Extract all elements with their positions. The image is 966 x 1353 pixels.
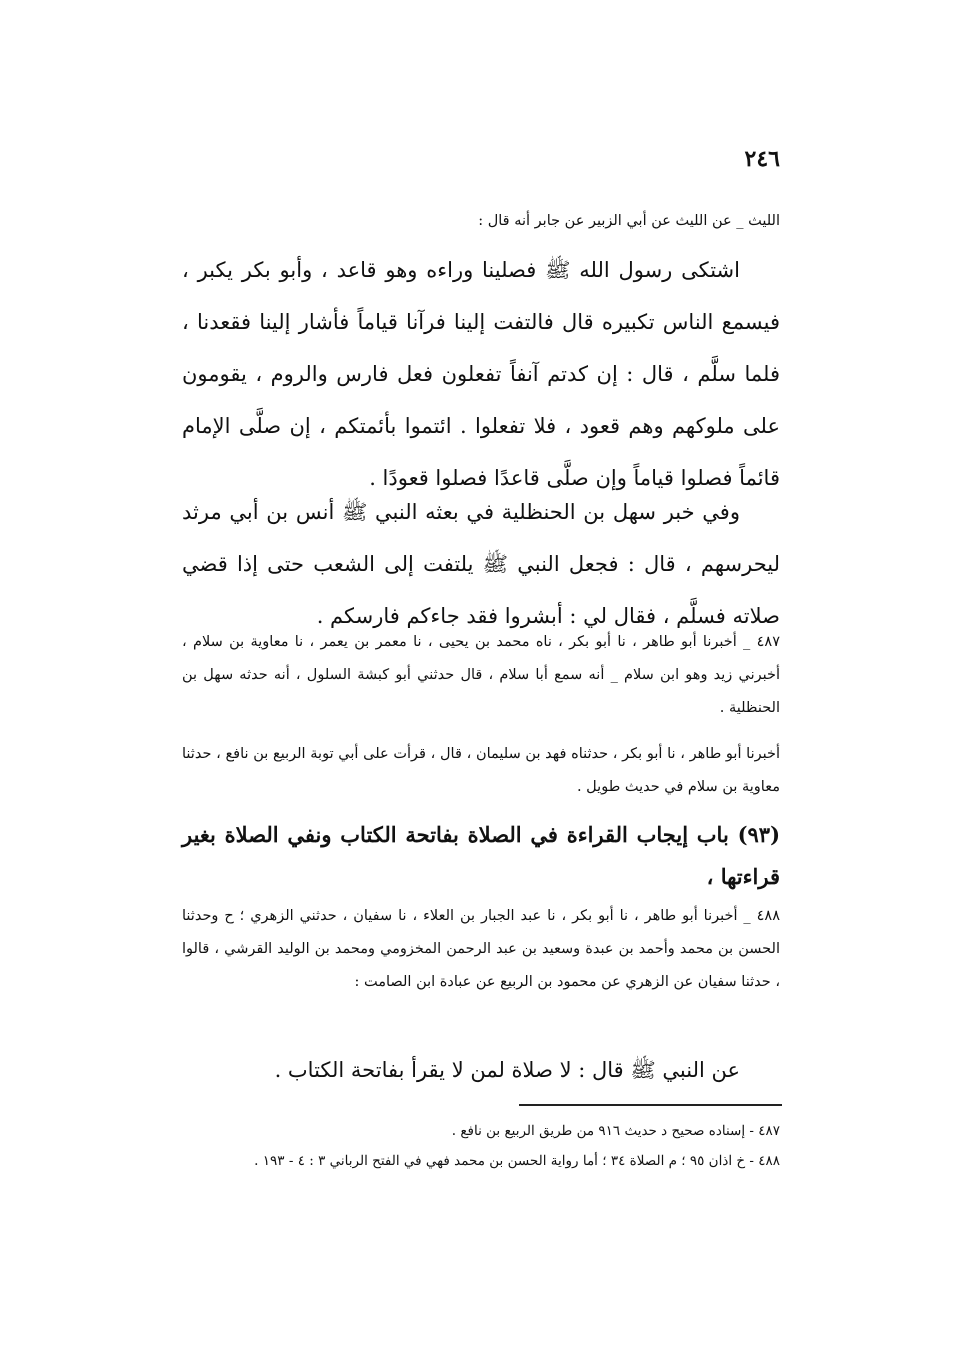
paragraph-sahl: وفي خبر سهل بن الحنظلية في بعثه النبي ﷺ أنس بن أبي مرثد ليحرسهم ، قال : فجعل النبي ﷺ يلتفت إلى الشعب حتى إذا قضي صلاته فسلَّم ، فقال لي : أبشروا فقد جاءكم فارسكم . — [182, 500, 780, 628]
hadith-488-text: عن النبي ﷺ قال : لا صلاة لمن لا يقرأ بفاتحة الكتاب . — [274, 1058, 740, 1082]
hadith-487-second-chain: أخبرنا أبو طاهر ، نا أبو بكر ، حدثناه فهد بن سليمان ، قال ، قرأت على أبي توبة الربيع بن نافع ، حدثنا معاوية بن سلام في حديث طويل . — [182, 746, 780, 795]
footnote-488: ٤٨٨ - خ اذان ٩٥ ؛ م الصلاة ٣٤ ؛ أما رواية الحسن بن محمد فهي في الفتح الرباني ٣ : ٤ - ١٩٣ . — [254, 1153, 780, 1169]
page-number: ٢٤٦ — [744, 146, 780, 172]
footnote-487: ٤٨٧ - إسناده صحيح د حديث ٩١٦ من طريق الربيع بن نافع . — [451, 1123, 780, 1139]
hadith-488: ٤٨٨ _ أخبرنا أبو طاهر ، نا أبو بكر ، نا عبد الجبار بن العلاء ، نا سفيان ، حدثني الزهري ؛ ح وحدثنا الحسن بن محمد وأحمد بن عبدة وسعيد بن عبد الرحمن المخزومي ومحمد بن الوليد القرشي ، قالوا ، حدثنا سفيان عن الزهري عن محمود بن الربيع عن عبادة ابن الصامت : — [182, 908, 780, 990]
hadith-487: ٤٨٧ _ أخبرنا أبو طاهر ، نا أبو بكر ، ناه محمد بن يحيى ، نا معمر بن يعمر ، نا معاوية بن سلام ، أخبرني زيد وهو ابن سلام _ أنه سمع أبا سلام ، قال حدثني أبو كبشة السلول ، أنه حدثه سهل بن الحنظلية . — [182, 634, 780, 716]
chapter-heading: (٩٣) باب إيجاب القراءة في الصلاة بفاتحة الكتاب ونفي الصلاة بغير قراءتها ، — [182, 822, 780, 889]
continuation-line: الليث _ عن الليث عن أبي الزبير عن جابر أنه قال : — [478, 213, 780, 229]
paragraph-jabir: اشتكى رسول الله ﷺ فصلينا وراءه وهو قاعد ، وأبو بكر يكبر ، فيسمع الناس تكبيره قال فالتفت إلينا فرآنا قياماً فأشار إلينا فقعدنا ، فلما سلَّم ، قال : إن كدتم آنفاً تفعلون فعل فارس والروم ، يقومون على ملوكهم وهم قعود ، فلا تفعلوا . ائتموا بأئمتكم ، إن صلَّى الإمام قائماً فصلوا قياماً وإن صلَّى قاعدًا فصلوا قعودًا . — [182, 258, 780, 490]
footnote-separator — [519, 1104, 782, 1106]
